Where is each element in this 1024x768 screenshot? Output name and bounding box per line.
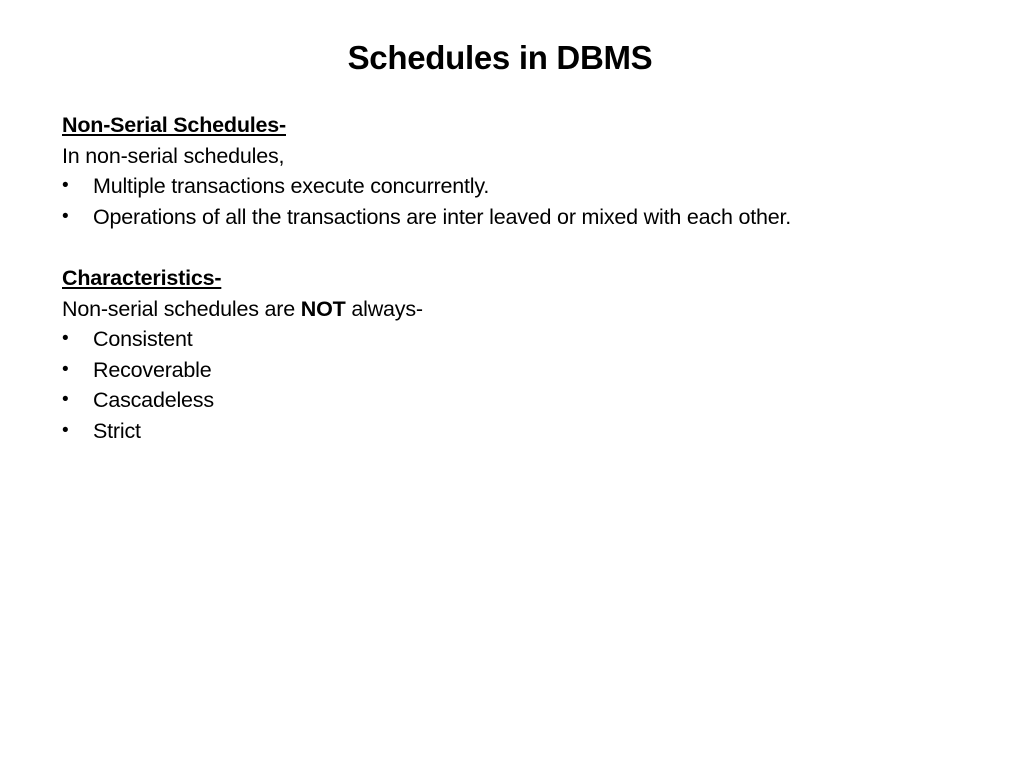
bullet-list-non-serial	[62, 171, 982, 232]
bullet-item	[62, 324, 982, 355]
intro-suffix: always-	[345, 296, 423, 321]
bullet-icon: •	[62, 419, 69, 441]
bullet-text: Cascadeless	[93, 388, 214, 413]
bullet-icon: •	[62, 389, 69, 411]
bullet-item	[62, 202, 982, 233]
bullet-item	[62, 385, 982, 416]
bullet-item	[62, 355, 982, 386]
bullet-icon: •	[62, 175, 69, 197]
bullet-text: Consistent	[93, 327, 193, 352]
bullet-text: Operations of all the transactions are inter leaved or mixed with each other.	[93, 204, 792, 229]
section-spacer	[62, 232, 982, 263]
intro-emphasis: NOT	[300, 296, 346, 321]
slide-title: Schedules in DBMS	[347, 39, 653, 76]
bullet-item	[62, 416, 982, 447]
intro-prefix: Non-serial schedules are	[62, 296, 301, 321]
section-intro-characteristics	[62, 294, 982, 325]
bullet-item	[62, 171, 982, 202]
bullet-text: Multiple transactions execute concurrently.	[93, 174, 490, 199]
section-heading-characteristics: Characteristics-	[62, 265, 222, 290]
bullet-icon: •	[62, 328, 69, 350]
slide-body	[62, 110, 982, 447]
bullet-icon: •	[62, 205, 69, 227]
section-heading-non-serial: Non-Serial Schedules-	[62, 113, 286, 137]
bullet-text: Recoverable	[93, 357, 212, 382]
section-intro-non-serial: In non-serial schedules,	[62, 143, 285, 168]
bullet-list-characteristics	[62, 324, 982, 446]
bullet-text: Strict	[93, 418, 141, 443]
bullet-icon: •	[62, 358, 69, 380]
